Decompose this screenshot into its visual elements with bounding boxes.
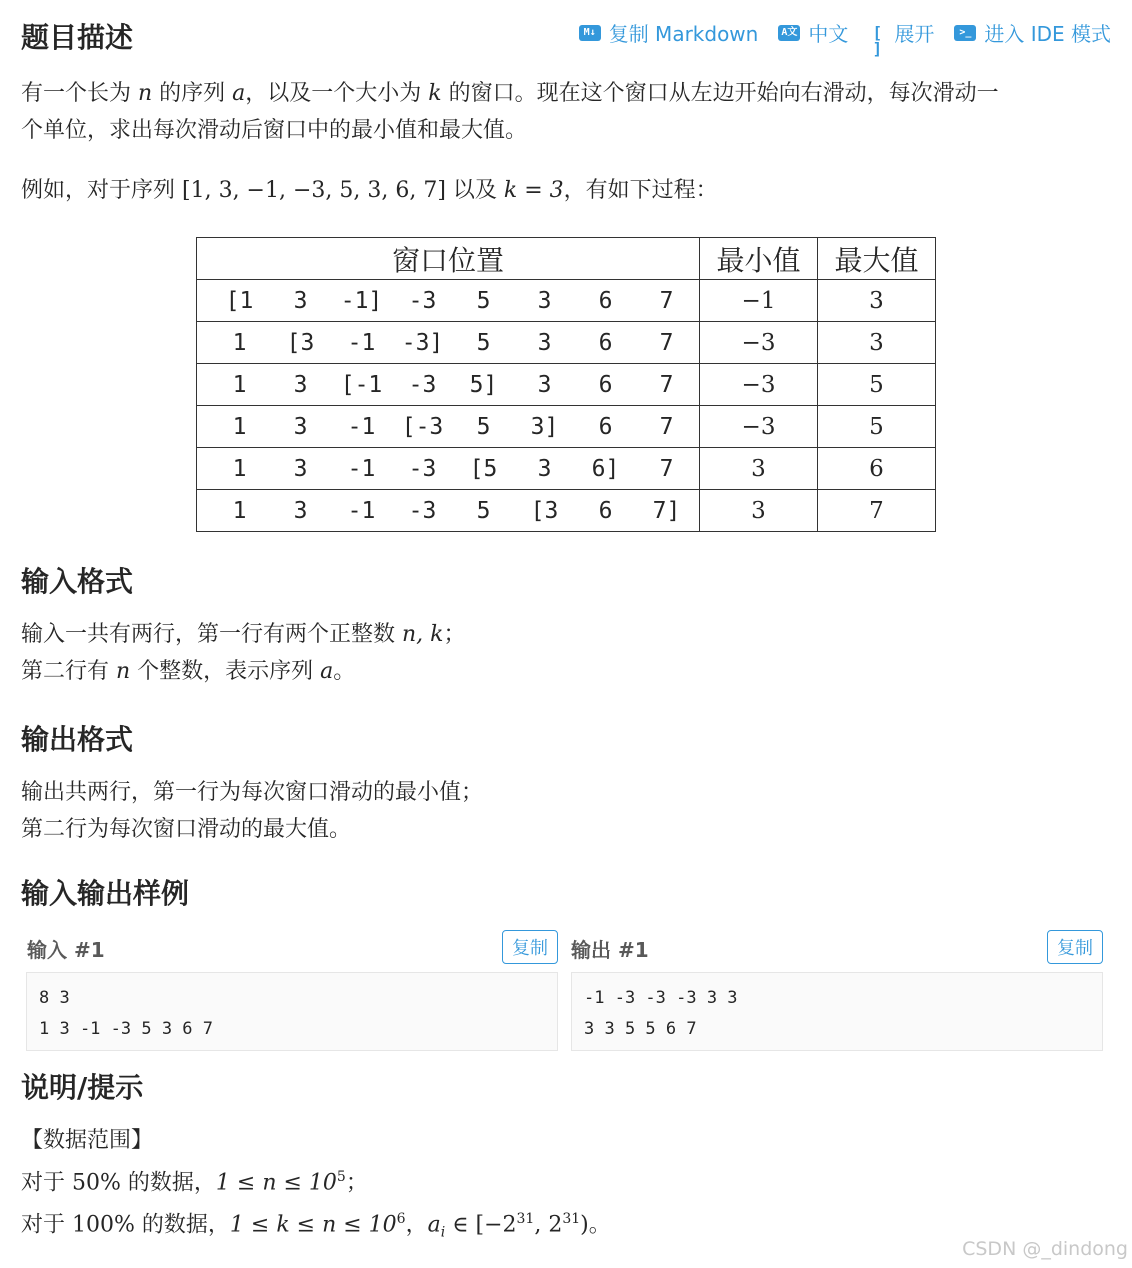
text: ； [345,1170,368,1196]
window-table [196,237,936,532]
math-50pct: 50% [72,1170,121,1196]
window-element: [3 [530,497,559,524]
window-element: 5] [469,371,498,398]
window-element: [3 [286,329,315,356]
math-exp: 5 [336,1169,346,1185]
sample-input-code: 8 3 1 3 -1 -3 5 3 6 7 [26,972,558,1051]
output-format-text [21,774,1111,848]
copy-output-button[interactable]: 复制 [1047,930,1103,964]
window-element: 3 [293,497,308,524]
window-element: 6 [598,329,613,356]
window-element: 6 [598,413,613,440]
ide-mode-button[interactable] [954,18,1111,47]
math-range: 1 ≤ n ≤ 10 [215,1170,337,1196]
hint-title: 说明/提示 [21,1071,144,1104]
window-element: 1 [232,455,247,482]
table-row [197,280,936,322]
sample-output-code: -1 -3 -3 -3 3 3 3 3 5 5 6 7 [571,972,1103,1051]
window-element: 3 [537,329,552,356]
window-element: 7 [659,371,674,398]
text: ，以及一个大小为 [245,81,429,106]
window-element: 7] [652,497,681,524]
math-a: a [232,81,246,106]
table-row [197,448,936,490]
translate-icon: A文 [778,25,800,41]
text: ； [443,622,466,647]
window-element: -3 [408,455,437,482]
math-exp: 31 [516,1211,535,1228]
math-in: ∈ [−2 [445,1212,517,1238]
text: 第二行有 [21,659,116,684]
min-value-cell: −3 [700,406,818,448]
table-row [197,490,936,532]
language-label: 中文 [808,22,849,46]
math-a: a [320,659,334,684]
text: ，有如下过程： [563,178,718,203]
window-element: 3 [293,371,308,398]
output-sample-label: 输出 #1 [571,938,649,962]
window-element: 1 [232,413,247,440]
watermark: CSDN @_dindong [962,1238,1128,1260]
window-element: -3 [408,371,437,398]
window-position-cell [197,364,700,406]
window-element: 7 [659,329,674,356]
window-element: -3] [401,329,444,356]
page-title: 题目描述 [21,21,134,54]
hint-text [21,1122,1111,1252]
window-element: 6 [598,497,613,524]
window-position-cell [197,490,700,532]
input-format-text [21,616,1111,690]
window-element: 1 [232,329,247,356]
math-exp: 6 [396,1211,406,1228]
toolbar [579,18,1111,58]
max-value-cell: 5 [818,364,936,406]
markdown-icon: M↓ [579,25,601,41]
copy-input-button[interactable]: 复制 [502,930,558,964]
min-value-cell: −3 [700,322,818,364]
window-element: 5 [476,287,491,314]
text: 个单位，求出每次滑动后窗口中的最小值和最大值。 [21,118,528,143]
table-row [197,364,936,406]
math-a: a [427,1212,441,1238]
table-row [197,406,936,448]
max-value-cell: 6 [818,448,936,490]
text: 输入一共有两行，第一行有两个正整数 [21,622,402,647]
text: 以及 [445,178,504,203]
text: 的窗口。现在这个窗口从左边开始向右滑动，每次滑动一 [441,81,999,106]
expand-button[interactable] [868,18,935,58]
window-element: 7 [659,413,674,440]
math-nk: n, k [402,622,444,647]
terminal-icon: >_ [954,25,976,41]
expand-icon: [ ] [872,22,883,58]
text: ， [405,1212,428,1238]
min-value-cell: −1 [700,280,818,322]
max-value-cell: 3 [818,280,936,322]
window-element: -3 [408,497,437,524]
description-paragraph [21,75,1111,149]
max-value-cell: 5 [818,406,936,448]
text: 对于 [21,1170,72,1196]
window-element: 5 [476,329,491,356]
problem-header [21,14,1111,58]
copy-markdown-button[interactable] [579,18,759,47]
math-k: k [428,81,442,106]
math-k-equals: k = 3 [503,178,564,203]
table-header-row [197,238,936,280]
text: 例如，对于序列 [21,178,182,203]
window-element: 5 [476,497,491,524]
text: 对于 [21,1212,72,1238]
output-format-title: 输出格式 [21,723,134,756]
math-100pct: 100% [72,1212,135,1238]
header-window-position: 窗口位置 [197,238,700,280]
example-paragraph [21,172,1111,209]
window-element: -1 [347,329,376,356]
text: 有一个长为 [21,81,138,106]
language-button[interactable] [778,18,848,47]
window-element: 3 [537,371,552,398]
min-value-cell: −3 [700,364,818,406]
min-value-cell: 3 [700,490,818,532]
min-value-cell: 3 [700,448,818,490]
window-element: 7 [659,455,674,482]
table-row [197,322,936,364]
window-element: 6 [598,371,613,398]
window-element: 1 [232,497,247,524]
window-position-cell [197,322,700,364]
text: 。 [333,659,356,684]
window-element: 3 [537,455,552,482]
window-element: 7 [659,287,674,314]
max-value-cell: 7 [818,490,936,532]
text: 的数据， [120,1170,216,1196]
math-comma: , 2 [534,1212,563,1238]
copy-markdown-label: 复制 Markdown [608,22,759,46]
input-sample-label: 输入 #1 [27,938,105,962]
window-element: 3 [537,287,552,314]
window-element: -3 [408,287,437,314]
math-n: n [138,81,153,106]
window-element: [1 [225,287,254,314]
math-sequence: [1, 3, −1, −3, 5, 3, 6, 7] [182,178,446,203]
window-element: 3 [293,287,308,314]
header-max: 最大值 [818,238,936,280]
window-position-cell [197,280,700,322]
window-element: [-1 [340,371,383,398]
window-element: 1 [232,371,247,398]
window-element: -1 [347,413,376,440]
text: 的序列 [152,81,233,106]
expand-label: 展开 [894,22,935,46]
window-element: -1] [340,287,383,314]
text: )。 [580,1212,611,1238]
window-position-cell [197,406,700,448]
window-element: 3 [293,455,308,482]
text: 个整数，表示序列 [130,659,321,684]
ide-mode-label: 进入 IDE 模式 [984,22,1111,46]
window-position-cell [197,448,700,490]
text: 第二行为每次窗口滑动的最大值。 [21,817,352,842]
samples-title: 输入输出样例 [21,877,190,910]
max-value-cell: 3 [818,322,936,364]
input-format-title: 输入格式 [21,565,134,598]
text: 【数据范围】 [21,1128,154,1153]
text: 输出共两行，第一行为每次窗口滑动的最小值； [21,780,484,805]
math-sub: i [440,1225,446,1242]
math-range: 1 ≤ k ≤ n ≤ 10 [229,1212,397,1238]
window-element: 6 [598,287,613,314]
text: 的数据， [134,1212,230,1238]
math-exp: 31 [562,1211,581,1228]
window-element: 3] [530,413,559,440]
window-element: -1 [347,497,376,524]
window-element: -1 [347,455,376,482]
window-element: 6] [591,455,620,482]
window-element: 5 [476,413,491,440]
window-element: 3 [293,413,308,440]
header-min: 最小值 [700,238,818,280]
window-element: [-3 [401,413,444,440]
math-n: n [116,659,131,684]
window-element: [5 [469,455,498,482]
